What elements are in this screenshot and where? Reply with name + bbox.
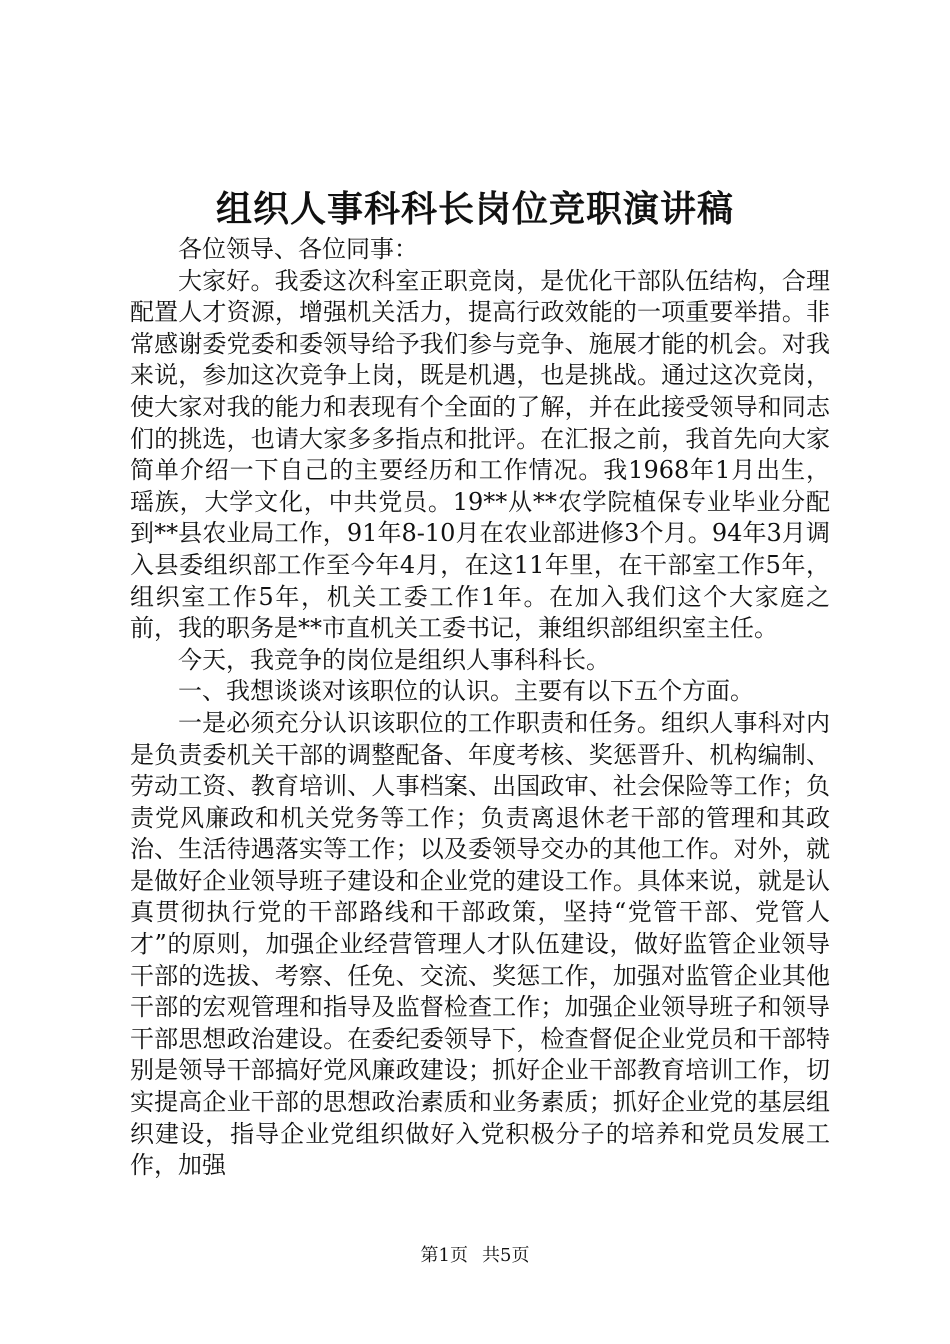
page-number: 第1页 (420, 1245, 468, 1266)
page-total: 共5页 (482, 1245, 530, 1266)
document-body (130, 234, 830, 1182)
document-title: 组织人事科科长岗位竞职演讲稿 (215, 188, 734, 230)
introduction-paragraph: 大家好。我委这次科室正职竞岗，是优化干部队伍结构，合理配置人才资源，增强机关活力，提高行政效能的一项重要举措。非常感谢委党委和委领导给予我们参与竞争、施展才能的机会。对我来说，参加这次竞争上岗，既是机遇，也是挑战。通过这次竞岗，使大家对我的能力和表现有个全面的了解，并在此接受领导和同志们的挑选，也请大家多多指点和批评。在汇报之前，我首先向大家简单介绍一下自己的主要经历和工作情况。我1968年1月出生，瑶族，大学文化，中共党员。19**从**农学院植保专业毕业分配到**县农业局工作，91年8-10月在农业部进修3个月。94年3月调入县委组织部工作至今年4月，在这11年里，在干部室工作5年，组织室工作5年，机关工委工作1年。在加入我们这个大家庭之前，我的职务是**市直机关工委书记，兼组织部组织室主任。 (130, 266, 830, 643)
salutation-paragraph: 各位领导、各位同事： (178, 235, 418, 263)
page-footer (0, 1244, 950, 1268)
duties-paragraph: 一是必须充分认识该职位的工作职责和任务。组织人事科对内是负责委机关干部的调整配备、年度考核、奖惩晋升、机构编制、劳动工资、教育培训、人事档案、出国政审、社会保险等工作；负责党风廉政和机关党务等工作；负责离退休老干部的管理和其政治、生活待遇落实等工作；以及委领导交办的其他工作。对外，就是做好企业领导班子建设和企业党的建设工作。具体来说，就是认真贯彻执行党的干部路线和干部政策，坚持“党管干部、党管人才”的原则，加强企业经营管理人才队伍建设，做好监管企业领导干部的选拔、考察、任免、交流、奖惩工作，加强对监管企业其他干部的宏观管理和指导及监督检查工作；加强企业领导班子和领导干部思想政治建设。在委纪委领导下，检查督促企业党员和干部特别是领导干部搞好党风廉政建设；抓好企业干部教育培训工作，切实提高企业干部的思想政治素质和业务素质；抓好企业党的基层组织建设，指导企业党组织做好入党积极分子的培养和党员发展工作，加强 (130, 708, 830, 1180)
position-statement-paragraph: 今天，我竞争的岗位是组织人事科科长。 (178, 645, 610, 674)
section-heading-paragraph: 一、我想谈谈对该职位的认识。主要有以下五个方面。 (178, 677, 754, 706)
